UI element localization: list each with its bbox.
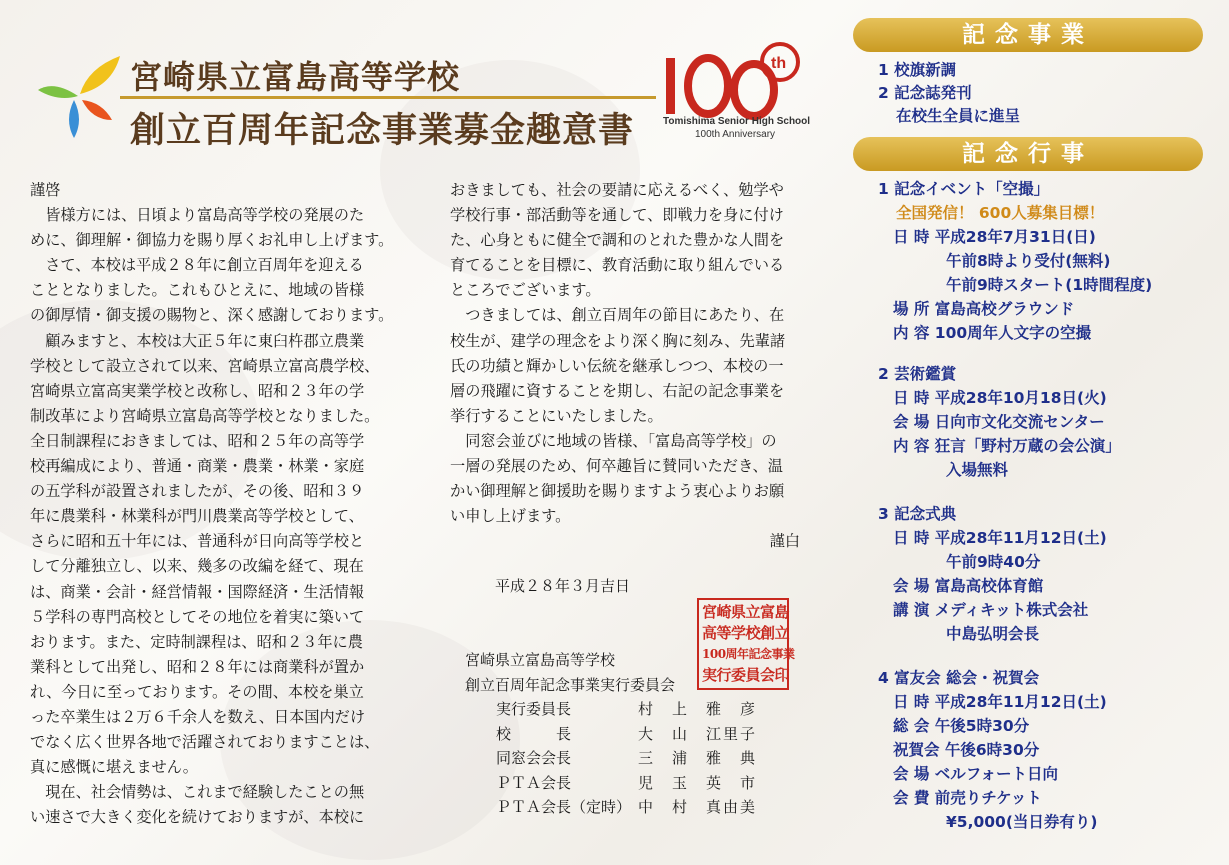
letter-line: さて、本校は平成２８年に創立百周年を迎える — [30, 256, 364, 275]
event-detail: 入場無料 — [946, 461, 1009, 479]
member-name: 中 村 真由美 — [638, 798, 758, 816]
letter-line: 宮崎県立富高実業学校と改称し、昭和２３年の学 — [30, 381, 365, 400]
member-role: 校 長 — [496, 724, 572, 743]
seal-text: 100周年記念事業 — [702, 647, 795, 661]
member-name: 児 玉 英 市 — [638, 773, 758, 792]
title-divider — [120, 96, 656, 99]
letter-line: た、心身ともに健全で調和のとれた豊かな人間を — [450, 231, 785, 250]
event-title: 3 記念式典 — [878, 505, 957, 523]
event-detail: ¥5,000(当日券有り) — [946, 813, 1098, 831]
event-detail: 講 演 メディキット株式会社 — [893, 601, 1089, 619]
letter-line: 業科として出発し、昭和２８年には商業科が置か — [30, 657, 365, 676]
letter-line: 制改革により宮崎県立富島高等学校となりました。 — [30, 406, 380, 425]
letter-column-2 — [450, 178, 802, 554]
event-detail: 午前9時スタート(1時間程度) — [946, 276, 1153, 294]
project-item: 1 校旗新調 — [878, 61, 957, 79]
letter-line: い速さで大きく変化を続けておりますが、本校に — [30, 808, 365, 827]
event-detail: 祝賀会 午後6時30分 — [893, 741, 1040, 759]
organizer-committee: 創立百周年記念事業実行委員会 — [465, 676, 676, 694]
committee-members — [496, 697, 758, 820]
member-name: 三 浦 雅 典 — [638, 749, 758, 767]
letter-line: ところでございます。 — [450, 281, 601, 300]
organizer-block — [465, 648, 675, 698]
event-detail: 日 時 平成28年7月31日(日) — [893, 228, 1096, 246]
letter-line: さらに昭和五十年には、普通科が日向高等学校と — [30, 532, 365, 551]
letter-line: 真に感慨に堪えません。 — [30, 758, 198, 777]
school-logo-icon — [34, 50, 126, 142]
events-heading: 記念行事 — [853, 137, 1203, 171]
member-role: ＰＴＡ会長 — [496, 773, 572, 792]
letter-line: 挙行することにいたしました。 — [450, 406, 663, 425]
project-item: 2 記念誌発刊 — [878, 84, 972, 102]
member-row — [496, 746, 758, 771]
member-name: 村 上 雅 彦 — [638, 700, 758, 718]
event-detail: 日 時 平成28年10月18日(火) — [893, 389, 1107, 407]
event-detail: 会 場 ベルフォート日向 — [893, 765, 1059, 783]
letter-line: おります。また、定時制課程は、昭和２３年に農 — [30, 632, 363, 651]
letter-line: れ、今日に至っております。その間、本校を巣立 — [30, 682, 364, 701]
letter-line: 氏の功績と輝かしい伝統を継承しつつ、本校の一 — [450, 356, 784, 375]
seal-text: 高等学校創立 — [702, 624, 790, 642]
letter-line: 年に農業科・林業科が門川農業高等学校として、 — [30, 507, 364, 526]
event-detail: 日 時 平成28年11月12日(土) — [893, 693, 1107, 711]
letter-line: 同窓会並びに地域の皆様、「富島高等学校」の — [450, 431, 777, 450]
event-detail: 内 容 100周年人文字の空撮 — [893, 324, 1092, 342]
anniversary-suffix: th — [771, 55, 787, 72]
event-detail: 午前8時より受付(無料) — [946, 252, 1111, 270]
member-role: 実行委員長 — [496, 700, 572, 718]
letter-line: こととなりました。これもひとえに、地域の皆様 — [30, 281, 365, 300]
letter-line: 学校行事・部活動等を通して、即戦力を身に付け — [450, 206, 784, 225]
anniversary-digit-zero — [688, 58, 728, 114]
event-detail: 日 時 平成28年11月12日(土) — [893, 529, 1107, 547]
member-name: 大 山 江里子 — [638, 724, 758, 743]
member-row — [496, 697, 758, 722]
letter-line: 層の飛躍に資することを期し、右記の記念事業を — [450, 381, 785, 400]
event-detail: 内 容 狂言「野村万蔵の会公演」 — [893, 437, 1121, 455]
school-name-title: 宮崎県立富島高等学校 — [130, 58, 461, 96]
letter-line: 皆様方には、日頃より富島高等学校の発展のた — [30, 206, 365, 225]
letter-line: 学校として設立されて以来、宮崎県立富高農学校、 — [30, 356, 380, 375]
letter-line: 現在、社会情勢は、これまで経験したことの無 — [30, 783, 365, 802]
event-detail: 会 場 日向市文化交流センター — [893, 413, 1105, 431]
member-role: 同窓会会長 — [496, 749, 572, 767]
letter-line: い申し上げます。 — [450, 507, 571, 526]
letter-line: 校生が、建学の理念をより深く胸に刻み、先輩諸 — [450, 331, 786, 350]
official-seal — [697, 598, 795, 690]
letter-line: った卒業生は２万６千余人を数え、日本国内だけ — [30, 707, 366, 726]
letter-line: かい御理解と御援助を賜りますよう衷心よりお願 — [450, 482, 785, 501]
letter-line: して分離独立し、以来、幾多の改編を経て、現在 — [30, 557, 364, 576]
event-detail: 会 費 前売りチケット — [893, 789, 1042, 807]
letter-column-1 — [30, 178, 394, 830]
letter-line: は、商業・会計・経営情報・国際経済・生活情報 — [30, 582, 365, 601]
anniversary-label: 100th Anniversary — [695, 129, 776, 140]
event-title: 2 芸術鑑賞 — [878, 365, 957, 383]
event-title: 1 記念イベント「空撮」 — [878, 180, 1050, 198]
letter-closing: 謹白 — [769, 532, 800, 551]
organizer-school: 宮崎県立富島高等学校 — [465, 651, 616, 669]
letter-line: 校再編成により、普通・商業・農業・林業・家庭 — [30, 457, 365, 476]
anniversary-digit-one — [666, 58, 675, 114]
letter-line: の御厚情・御支援の賜物と、深く感謝しております。 — [30, 306, 394, 325]
anniversary-digit-zero — [734, 64, 774, 116]
event-highlight: 全国発信！ 600人募集目標！ — [896, 204, 1105, 222]
letter-line: 顧みますと、本校は大正５年に東臼杵郡立農業 — [30, 331, 365, 350]
project-item-note: 在校生全員に進呈 — [896, 107, 1021, 125]
event-detail: 総 会 午後5時30分 — [893, 717, 1030, 735]
event-detail: 中島弘明会長 — [946, 625, 1040, 643]
document-title: 創立百周年記念事業募金趣意書 — [130, 110, 635, 151]
event-detail: 午前9時40分 — [946, 553, 1041, 571]
seal-text: 実行委員会印 — [702, 666, 790, 684]
member-row — [496, 795, 758, 820]
projects-heading: 記念事業 — [853, 18, 1203, 52]
member-role: ＰＴＡ会長（定時） — [496, 798, 632, 816]
member-row — [496, 771, 758, 796]
letter-line: めに、御理解・御協力を賜り厚くお礼申し上げます。 — [30, 231, 394, 250]
letter-line: 一層の発展のため、何卒趣旨に賛同いただき、温 — [450, 457, 783, 476]
letter-line: 育てることを目標に、教育活動に取り組んでいる — [450, 256, 785, 275]
letter-line: おきましても、社会の要請に応えるべく、勉学や — [450, 181, 784, 199]
anniversary-school-name: Tomishima Senior High School — [663, 116, 811, 127]
event-title: 4 富友会 総会・祝賀会 — [878, 669, 1040, 687]
letter-line: つきましては、創立百周年の節目にあたり、在 — [450, 306, 785, 325]
letter-line: ５学科の専門高校としてその地位を着実に築いて — [30, 607, 365, 626]
event-detail: 場 所 富島高校グラウンド — [893, 300, 1075, 318]
letter-line: 全日制課程におきましては、昭和２５年の高等学 — [30, 431, 365, 450]
event-detail: 会 場 富島高校体育館 — [893, 577, 1044, 595]
seal-text: 宮崎県立富島 — [702, 603, 790, 621]
letter-line: 謹啓 — [30, 181, 61, 199]
letter-line: の五学科が設置されましたが、その後、昭和３９ — [30, 482, 365, 501]
letter-line: でなく広く世界各地で活躍されておりますことは、 — [30, 733, 380, 752]
member-row — [496, 722, 758, 747]
letter-date: 平成２８年３月吉日 — [495, 577, 631, 595]
